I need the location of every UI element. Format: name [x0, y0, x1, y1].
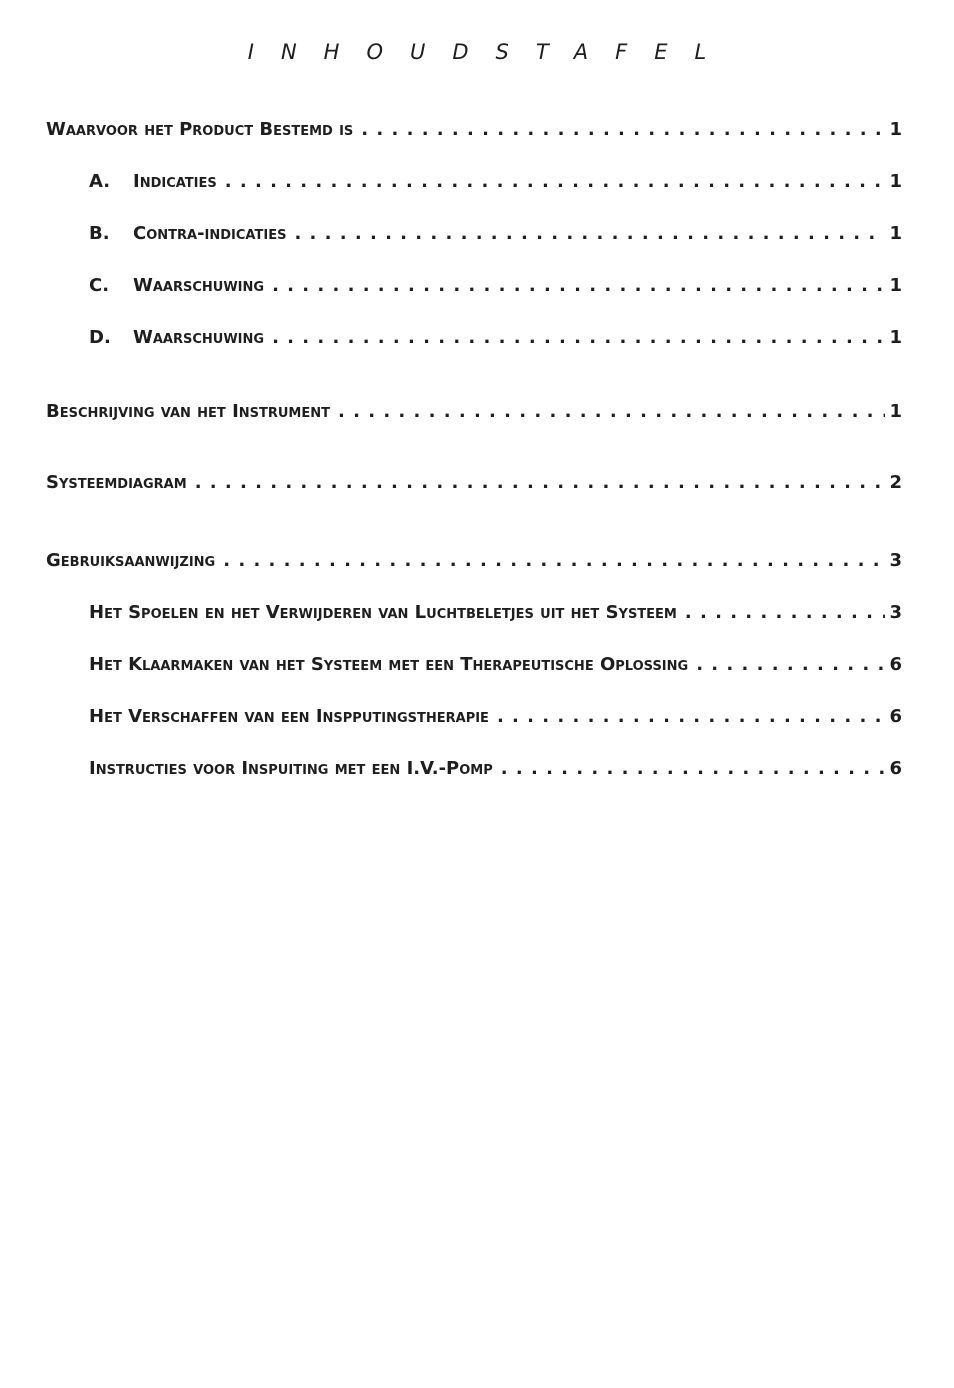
- toc-subentry[interactable]: [89, 705, 902, 729]
- toc-subentry[interactable]: [89, 326, 902, 350]
- toc-subentry-letter: C.: [89, 275, 110, 296]
- toc-leader-dots: [225, 170, 886, 194]
- toc-leader-dots: [195, 471, 886, 495]
- toc-subentry-letter: D.: [89, 327, 111, 348]
- toc-leader-dots: [272, 274, 885, 298]
- toc-subentry-page: 1: [889, 327, 902, 348]
- toc-leader-dots: [501, 757, 886, 781]
- toc-entry-title: Beschrijving van het Instrument: [46, 401, 331, 422]
- toc-leader-dots: [294, 222, 885, 246]
- toc-subentry[interactable]: [89, 274, 902, 298]
- toc-subentry-title: Waarschuwing: [133, 327, 265, 348]
- toc-leader-dots: [338, 400, 885, 424]
- toc-entry-page: 3: [889, 550, 902, 571]
- toc-subentry-page: 6: [889, 654, 902, 675]
- toc-subentry-title: Instructies voor Inspuiting met een I.V.-Pomp: [89, 758, 493, 779]
- toc-subentry-page: 1: [889, 171, 902, 192]
- toc-leader-dots: [685, 601, 886, 625]
- toc-entry[interactable]: [46, 400, 902, 424]
- toc-subentry-page: 6: [889, 706, 902, 727]
- toc-entry[interactable]: [46, 549, 902, 573]
- toc-subentry-letter: A.: [89, 171, 111, 192]
- toc-subentry[interactable]: [89, 757, 902, 781]
- toc-entry-page: 1: [889, 401, 902, 422]
- toc-subentry[interactable]: [89, 653, 902, 677]
- toc-subentry-title: Het Verschaffen van een Inspputingstherapie: [89, 706, 489, 727]
- toc-entry-title: Systeemdiagram: [46, 472, 187, 493]
- toc-subentry[interactable]: [89, 222, 902, 246]
- toc-entry-page: 2: [889, 472, 902, 493]
- toc-subentry-title: Het Spoelen en het Verwijderen van Luchtbeletjes uit het Systeem: [89, 602, 677, 623]
- toc-subentry-title: Het Klaarmaken van het Systeem met een Therapeutische Oplossing: [89, 654, 689, 675]
- toc-leader-dots: [361, 118, 885, 142]
- toc-subentry[interactable]: [89, 170, 902, 194]
- toc-entry-title: Waarvoor het Product Bestemd is: [46, 119, 354, 140]
- toc-entry-page: 1: [889, 119, 902, 140]
- page-title: INHOUDSTAFEL: [247, 40, 734, 64]
- toc-subentry-letter: B.: [89, 223, 110, 244]
- toc-subentry-page: 1: [889, 223, 902, 244]
- toc-subentry-page: 3: [889, 602, 902, 623]
- toc-subentry[interactable]: [89, 601, 902, 625]
- toc-leader-dots: [696, 653, 885, 677]
- toc-leader-dots: [497, 705, 886, 729]
- toc-subentry-title: Indicaties: [133, 171, 217, 192]
- toc-subentry-title: Contra-indicaties: [133, 223, 287, 244]
- toc-leader-dots: [272, 326, 885, 350]
- toc-entry[interactable]: [46, 118, 902, 142]
- toc-entry-title: Gebruiksaanwijzing: [46, 550, 216, 571]
- toc-leader-dots: [223, 549, 885, 573]
- toc-subentry-page: 6: [889, 758, 902, 779]
- toc-subentry-title: Waarschuwing: [133, 275, 265, 296]
- toc-entry[interactable]: [46, 471, 902, 495]
- toc-subentry-page: 1: [889, 275, 902, 296]
